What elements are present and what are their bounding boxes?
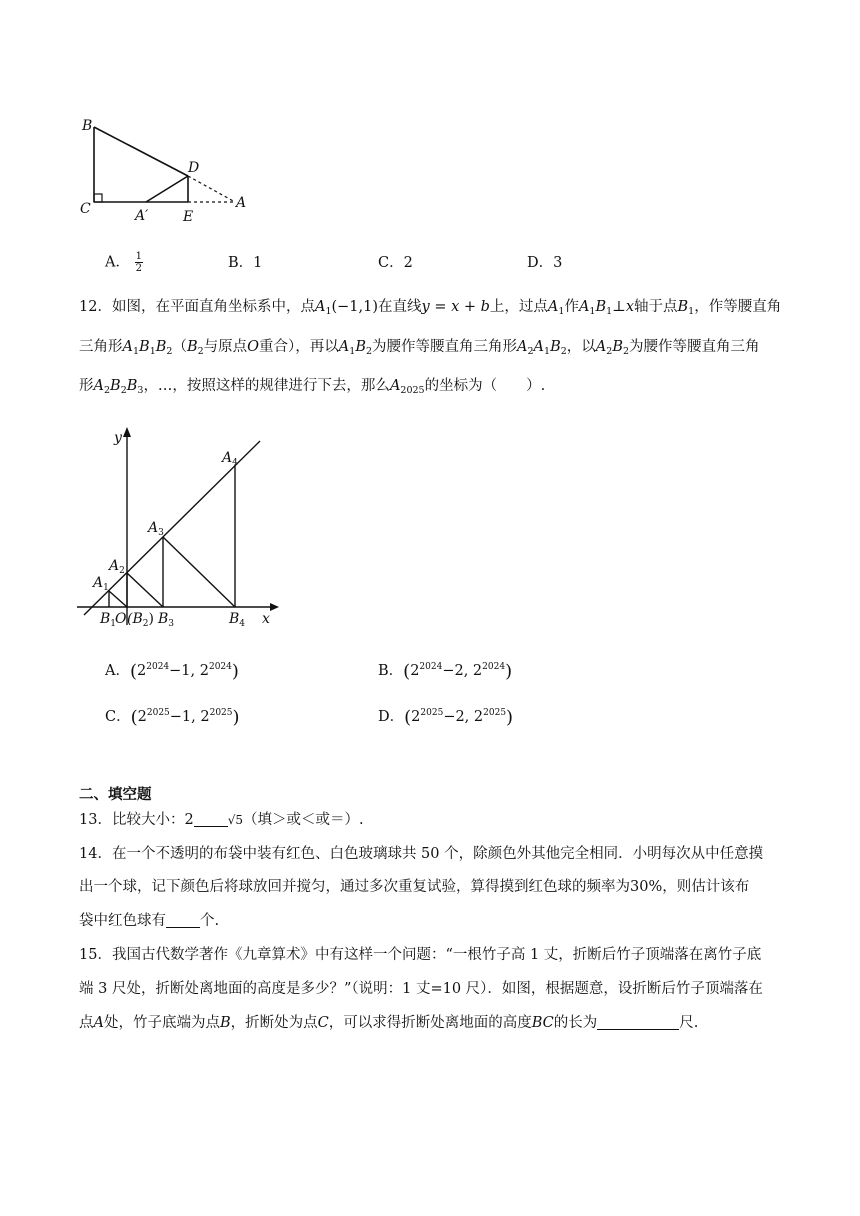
- point-C: C: [317, 1015, 329, 1031]
- exponent: 2024: [419, 662, 443, 672]
- q12-label-x: x: [262, 611, 270, 627]
- q15-line-2: [79, 979, 763, 999]
- text: 在直线: [378, 299, 422, 315]
- text: ，折断处为点: [230, 1015, 318, 1031]
- base: 2: [472, 663, 483, 679]
- segment-BC: BC: [531, 1015, 554, 1031]
- q11-option-a[interactable]: [105, 251, 143, 274]
- text: 尺.: [679, 1015, 699, 1031]
- point-A: A: [93, 1015, 104, 1031]
- point-A: A: [314, 299, 326, 315]
- text: ，可以求得折断处离地面的高度: [328, 1015, 532, 1031]
- q11-label-B: B: [82, 118, 93, 134]
- exponent: 2025: [146, 708, 170, 718]
- option-label: D．: [378, 709, 405, 725]
- base: 2: [199, 663, 209, 679]
- q11-option-c[interactable]: [378, 253, 413, 273]
- question-number: 15．: [79, 947, 112, 963]
- text: 的坐标为（ ）.: [424, 378, 546, 394]
- question-number: 14．: [79, 846, 112, 862]
- exponent: 2024: [146, 662, 170, 672]
- text: −2,: [443, 709, 474, 725]
- base: 2: [200, 709, 210, 725]
- q11-option-b[interactable]: [228, 253, 262, 273]
- q12-label-B1: $B_1$: [100, 611, 117, 629]
- exponent: 2025: [420, 708, 444, 718]
- q14-line-3: [79, 911, 219, 931]
- text: 轴于点: [634, 299, 678, 315]
- base: 2: [473, 709, 484, 725]
- option-value: 2: [403, 255, 413, 271]
- text: 个.: [200, 913, 220, 929]
- q12-option-b[interactable]: B．($2^{2024}-2$, $2^{2024}$): [378, 661, 513, 682]
- text: 为腰作等腰直角三角形: [372, 339, 518, 355]
- q11-label-A-prime: A′: [135, 208, 149, 224]
- q11-label-E: E: [183, 209, 194, 225]
- q11-option-d[interactable]: [527, 253, 562, 273]
- line-equation: y = x + b: [421, 299, 490, 315]
- option-value: 1: [253, 255, 263, 271]
- q12-coordinate-figure: [72, 425, 282, 635]
- q15-line-3: [79, 1013, 698, 1033]
- fraction-denominator: 2: [135, 263, 142, 274]
- base: 2: [410, 663, 420, 679]
- text: 我国古代数学著作《九章算术》中有这样一个问题：“一根竹子高 1 丈，折断后竹子顶端落在离竹子底: [111, 947, 762, 963]
- text: −2,: [442, 663, 473, 679]
- fraction: [135, 251, 143, 274]
- option-label: A．: [105, 663, 130, 679]
- q12-label-A4: $A_4$: [222, 450, 238, 468]
- text: 出一个球，记下颜色后将球放回并搅匀，通过多次重复试验，算得摸到红色球的频率为30%，则估计该布: [79, 879, 750, 895]
- option-label: B．: [378, 663, 404, 679]
- q12-label-O: O: [115, 611, 127, 627]
- q12-option-d[interactable]: D．($2^{2025}-2$, $2^{2025}$): [378, 707, 514, 728]
- option-label: A．: [105, 254, 130, 271]
- text: 端 3 尺处，折断处离地面的高度是多少？”（说明：1 丈=10 尺）．如图，根据题意，设折断后竹子顶端落在: [79, 981, 763, 997]
- base: 2: [411, 709, 421, 725]
- perp-symbol: ⊥: [612, 299, 626, 315]
- text: 形: [79, 378, 94, 394]
- text: ，作等腰直角: [694, 299, 782, 315]
- q12-line-1: 12．如图，在平面直角坐标系中，点$A_1(-1,1)$在直线y = x + b上，过点$A_1$作$A_1B_1\perp x$轴于点$B_1$，作等腰直角: [79, 299, 782, 317]
- exponent: 2025: [483, 708, 507, 718]
- question-number: 13．: [79, 812, 112, 828]
- text: 为腰作等腰直角三角: [629, 339, 760, 355]
- exponent: 2024: [482, 662, 506, 672]
- q12-label-A1: $A_1$: [93, 575, 109, 593]
- answer-blank[interactable]: [597, 1014, 679, 1030]
- text: 与原点: [203, 339, 248, 355]
- fraction-numerator: 1: [135, 251, 142, 262]
- text: ，以: [566, 339, 596, 355]
- text: 重合），再以: [259, 339, 339, 355]
- q14-line-2: [79, 877, 749, 897]
- q12-line-2: 三角形$A_1B_1B_2(B_2$与原点O重合），再以$A_1B_2$为腰作等腰直角三角形$A_2A_1B_2$，以$A_2B_2$为腰作等腰直角三角: [79, 339, 760, 357]
- q11-label-A: A: [236, 195, 247, 211]
- text: 作: [564, 299, 579, 315]
- q15-line-1: [79, 945, 761, 965]
- q11-triangle-figure: [70, 110, 270, 230]
- text: （: [172, 339, 187, 355]
- question-number: 12．: [79, 299, 112, 315]
- q11-label-C: C: [80, 201, 91, 217]
- answer-blank[interactable]: [166, 912, 200, 928]
- text: ，…，按照这样的规律进行下去，那么: [143, 378, 390, 394]
- section-title: 二、填空题: [79, 787, 152, 803]
- q12-line-3: 形$A_2B_2B_3$，…，按照这样的规律进行下去，那么$A_{2025}$的坐标为（ ）.: [79, 378, 546, 396]
- q12-label-A2: $A_2$: [109, 558, 125, 576]
- text: −1,: [169, 663, 200, 679]
- option-label: B．: [228, 255, 254, 271]
- q12-label-B4: $B_4$: [229, 611, 246, 629]
- q13-line: [79, 810, 364, 830]
- x-axis-var: x: [625, 299, 634, 315]
- answer-blank[interactable]: [194, 811, 228, 827]
- q12-option-a[interactable]: A．($2^{2024}-1$, $2^{2024}$): [105, 661, 239, 682]
- text: −1,: [169, 709, 201, 725]
- option-label: D．: [527, 255, 554, 271]
- text: 点: [79, 1015, 94, 1031]
- q12-option-c[interactable]: C．($2^{2025}-1$, $2^{2025}$): [105, 707, 240, 728]
- base: 2: [137, 709, 147, 725]
- point-B: B: [219, 1015, 231, 1031]
- exponent: 2024: [208, 662, 232, 672]
- option-value: 3: [553, 255, 563, 271]
- exponent: 2025: [209, 708, 233, 718]
- base: 2: [137, 663, 147, 679]
- text: 三角形: [79, 339, 123, 355]
- text: 处，竹子底端为点: [103, 1015, 220, 1031]
- q12-label-A3: $A_3$: [148, 520, 164, 538]
- text: 上，过点: [489, 299, 548, 315]
- q12-label-B2: $(B_2)$: [127, 611, 154, 629]
- origin-O: O: [247, 339, 260, 355]
- text: 比较大小：2: [111, 812, 194, 828]
- q12-label-B3: $B_3$: [158, 611, 175, 629]
- point-coord: (−1,1): [331, 299, 379, 315]
- sqrt-expression: √5: [227, 813, 243, 827]
- option-label: C．: [378, 255, 404, 271]
- text: 的长为: [553, 1015, 598, 1031]
- text: （填＞或＜或＝）.: [242, 812, 364, 828]
- q12-label-y: y: [114, 430, 122, 446]
- option-label: C．: [105, 709, 131, 725]
- q14-line-1: [79, 844, 763, 864]
- text: 如图，在平面直角坐标系中，点: [111, 299, 315, 315]
- q11-label-D: D: [188, 160, 200, 176]
- text: 在一个不透明的布袋中装有红色、白色玻璃球共 50 个，除颜色外其他完全相同．小明每次从中任意摸: [111, 846, 764, 862]
- text: 袋中红色球有: [79, 913, 166, 929]
